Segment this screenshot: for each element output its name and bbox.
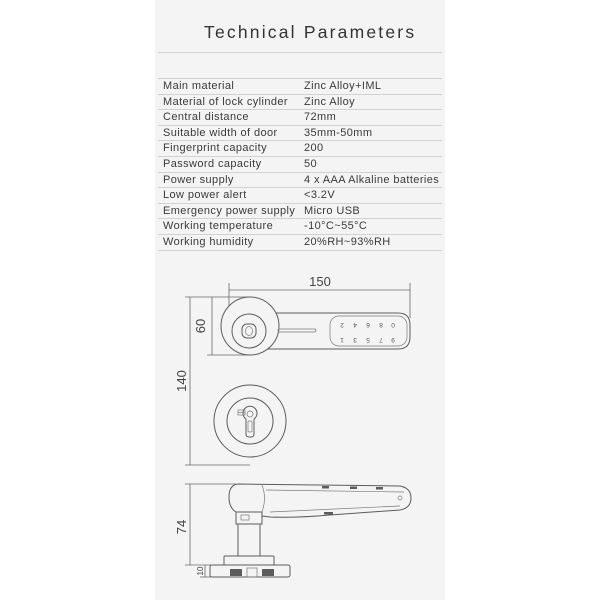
handle-side-view: [210, 484, 411, 577]
spec-label: Material of lock cylinder: [163, 95, 288, 108]
dimension-label: 60: [193, 318, 208, 334]
plate-component: [262, 569, 274, 576]
fingerprint-sensor: [242, 324, 256, 338]
dimension-label: 74: [174, 519, 189, 535]
spec-label: Fingerprint capacity: [163, 142, 267, 155]
lever-top-bevel: [266, 490, 404, 492]
keypad-key: 7: [379, 336, 383, 343]
spec-value: Zinc Alloy+IML: [304, 80, 382, 92]
fingerprint-pad: [246, 327, 253, 336]
spec-value: -10°C~55°C: [304, 220, 368, 233]
handle-top-view: [221, 297, 410, 355]
cylinder-rosette-view: [214, 385, 286, 457]
spec-value: 200: [304, 142, 324, 155]
lever-button-mark: [350, 487, 357, 490]
set-screw-hole: [241, 515, 249, 520]
spec-value: 50: [304, 157, 318, 170]
lever-button-mark: [322, 486, 329, 489]
keypad-key: 0: [391, 321, 395, 328]
keypad-key: 6: [366, 321, 370, 328]
spec-value: 20%RH~93%RH: [304, 235, 391, 248]
plate-component: [230, 569, 242, 576]
spec-label: Central distance: [163, 111, 249, 124]
spec-value: <3.2V: [304, 189, 336, 202]
dimension-rosette-diameter: [185, 297, 250, 355]
dimension-projection: [174, 484, 236, 565]
spec-label: Working temperature: [163, 220, 274, 233]
rosette-base: [224, 556, 274, 565]
spec-value: Zinc Alloy: [304, 95, 356, 108]
dimension-label: 150: [309, 274, 331, 289]
rosette-inner-circle: [232, 314, 266, 348]
mounting-plate: [210, 565, 290, 577]
spec-value: 72mm: [304, 111, 337, 124]
neck-stem: [238, 524, 260, 556]
spec-label: Power supply: [163, 173, 234, 186]
lever-slot: [278, 329, 316, 332]
keypad-key: 1: [340, 336, 344, 343]
keyhole-slot: [248, 421, 252, 432]
spec-value: 35mm-50mm: [304, 126, 373, 139]
dimension-label: 140: [174, 370, 189, 392]
spec-label: Password capacity: [163, 157, 262, 170]
keypad-key: 2: [340, 321, 344, 328]
keypad-key: 8: [379, 321, 383, 328]
keypad-key: 5: [366, 336, 370, 343]
page-title: Technical Parameters: [204, 22, 417, 42]
spec-value: Micro USB: [304, 204, 361, 217]
spec-label: Working humidity: [163, 235, 254, 248]
keypad-key: 3: [353, 336, 357, 343]
spec-label: Suitable width of door: [163, 126, 278, 139]
lever-head-divider: [262, 485, 265, 512]
spec-label: Main material: [163, 80, 235, 92]
plate-component: [247, 568, 257, 577]
keypad: [340, 321, 395, 343]
lever-button-mark: [324, 512, 333, 515]
keyhole-plug: [247, 411, 253, 417]
spec-label: Emergency power supply: [163, 204, 296, 217]
keypad-key: 4: [353, 321, 357, 328]
rosette-outer-circle: [221, 297, 279, 355]
lever-end-sensor: [398, 496, 402, 500]
spec-label: Low power alert: [163, 189, 247, 202]
keypad-key: 9: [391, 336, 395, 343]
lever-button-mark: [376, 487, 383, 490]
dimension-handle-length: [229, 274, 410, 318]
spec-value: 4 x AAA Alkaline batteries: [304, 173, 440, 186]
dimension-label: 10: [196, 566, 205, 576]
lever-outline: [268, 313, 410, 349]
